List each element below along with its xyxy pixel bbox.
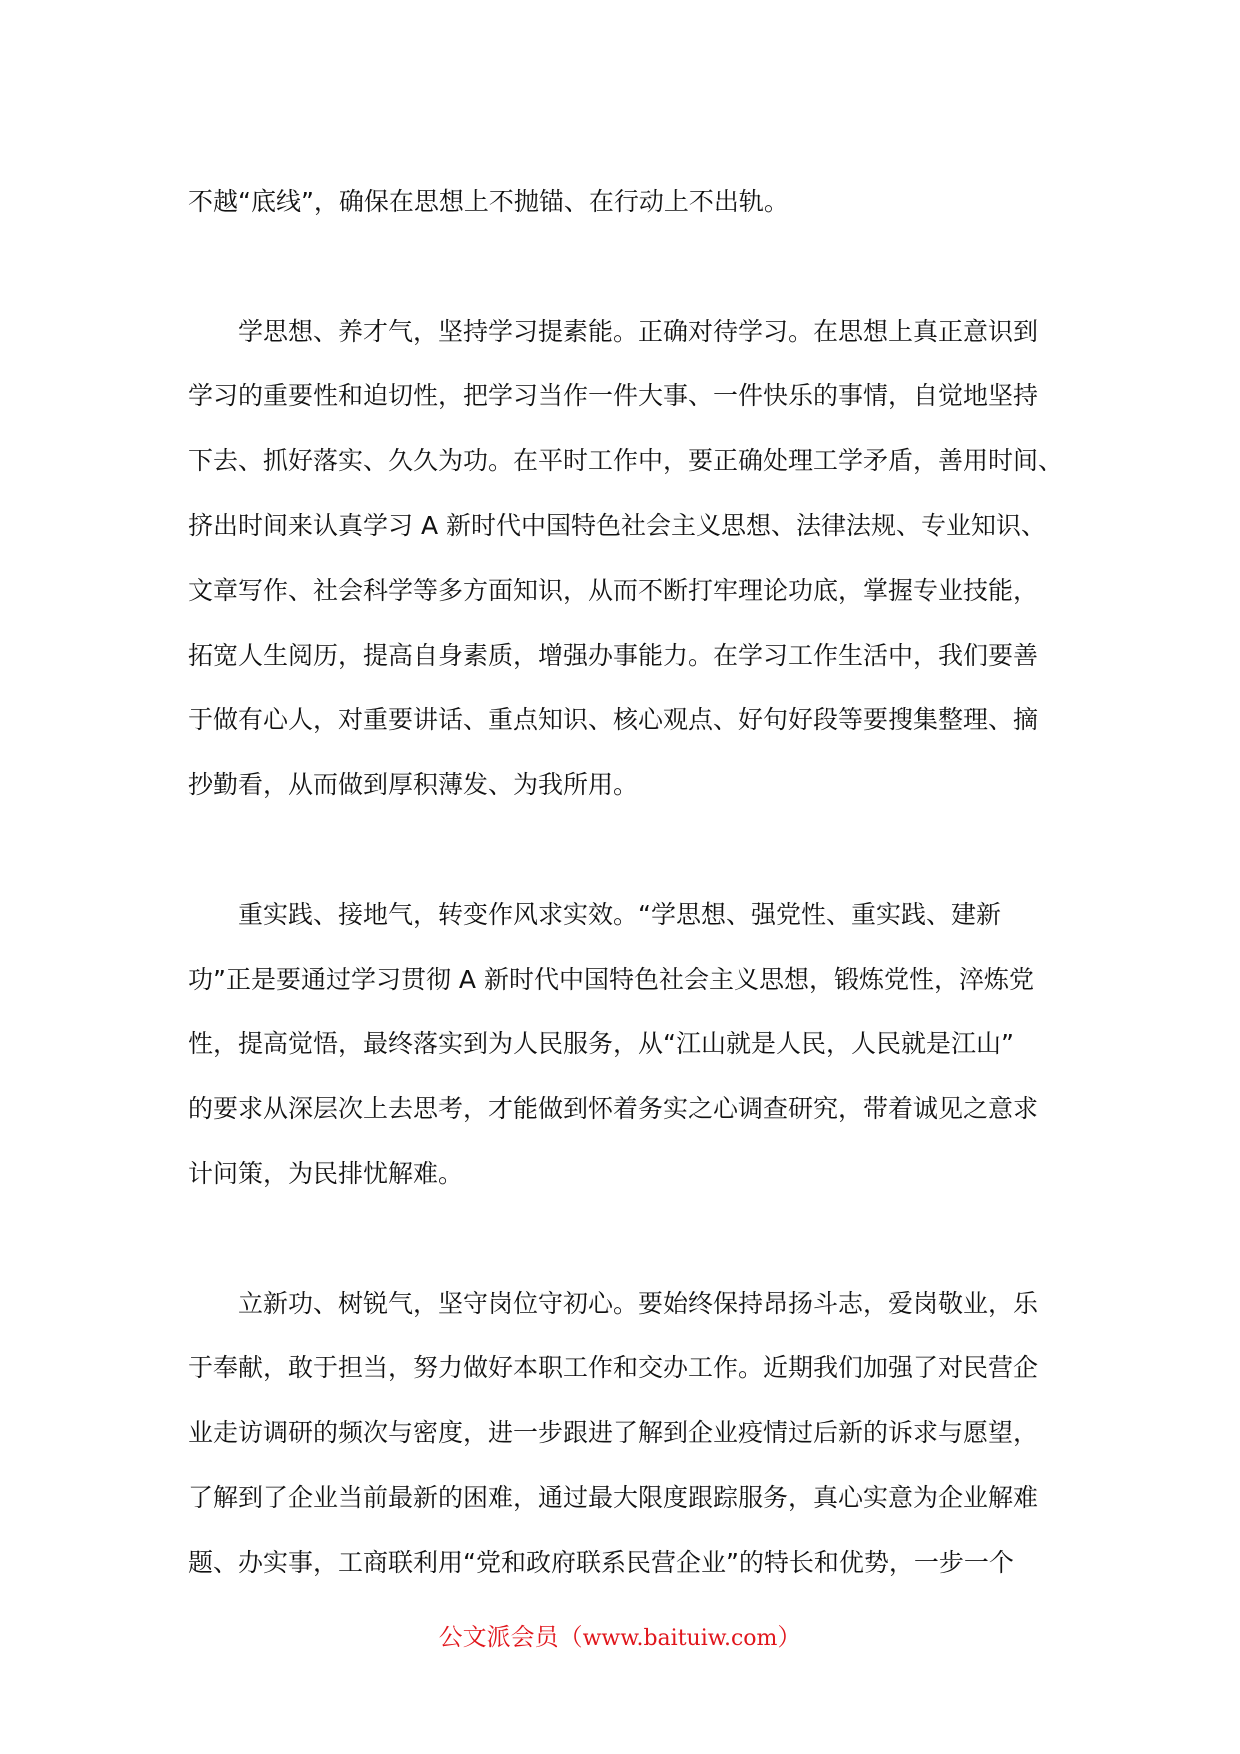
paragraph-4-line-3: 业走访调研的频次与密度，进一步跟进了解到企业疫情过后新的诉求与愿望， (188, 1418, 1039, 1448)
paragraph-2-line-3: 下去、抓好落实、久久为功。在平时工作中，要正确处理工学矛盾，善用时间、 (188, 446, 1064, 476)
paragraph-gap (188, 1207, 1068, 1272)
footer-suffix: ） (777, 1623, 802, 1651)
paragraph-2-line-7: 于做有心人，对重要讲话、重点知识、核心观点、好句好段等要搜集整理、摘 (188, 705, 1039, 735)
paragraph-3-line-2: 功”正是要通过学习贯彻 A 新时代中国特色社会主义思想，锻炼党性，淬炼党 (188, 964, 1034, 994)
paragraph-2-line-4: 挤出时间来认真学习 A 新时代中国特色社会主义思想、法律法规、专业知识、 (188, 510, 1046, 540)
paragraph-1-line-1: 不越“底线”，确保在思想上不抛锚、在行动上不出轨。 (188, 187, 789, 216)
paragraph-3-line-1: 重实践、接地气，转变作风求实效。“学思想、强党性、重实践、建新 (188, 899, 1001, 929)
paragraph-3-line-5: 计问策，为民排忧解难。 (188, 1158, 464, 1188)
paragraph-2-line-6: 拓宽人生阅历，提高自身素质，增强办事能力。在学习工作生活中，我们要善 (188, 640, 1039, 670)
paragraph-gap (188, 235, 1068, 300)
footer-url-link[interactable]: www.baituiw.com (582, 1626, 778, 1651)
paragraph-4-line-4: 了解到了企业当前最新的困难，通过最大限度跟踪服务，真心实意为企业解难 (188, 1482, 1039, 1512)
paragraph-2-line-1: 学思想、养才气，坚持学习提素能。正确对待学习。在思想上真正意识到 (188, 316, 1039, 346)
paragraph-3-line-4: 的要求从深层次上去思考，才能做到怀着务实之心调查研究，带着诚见之意求 (188, 1094, 1039, 1124)
document-body (188, 170, 1068, 1596)
paragraph-4-line-1: 立新功、树锐气，坚守岗位守初心。要始终保持昂扬斗志，爱岗敬业，乐 (188, 1288, 1039, 1318)
paragraph-2-line-2: 学习的重要性和迫切性，把学习当作一件大事、一件快乐的事情，自觉地坚持 (188, 381, 1039, 411)
paragraph-3-line-3: 性，提高觉悟，最终落实到为人民服务，从“江山就是人民，人民就是江山” (188, 1029, 1014, 1059)
paragraph-3 (188, 883, 1068, 1207)
paragraph-1 (188, 170, 1068, 235)
paragraph-2 (188, 300, 1068, 818)
paragraph-4 (188, 1272, 1068, 1596)
paragraph-2-line-8: 抄勤看，从而做到厚积薄发、为我所用。 (188, 770, 639, 800)
paragraph-4-line-5: 题、办实事，工商联利用“党和政府联系民营企业”的特长和优势，一步一个 (188, 1547, 1014, 1577)
paragraph-gap (188, 818, 1068, 883)
paragraph-4-line-2: 于奉献，敢于担当，努力做好本职工作和交办工作。近期我们加强了对民营企 (188, 1353, 1039, 1383)
footer-watermark (0, 1617, 1240, 1659)
paragraph-2-line-5: 文章写作、社会科学等多方面知识，从而不断打牢理论功底，掌握专业技能， (188, 575, 1039, 605)
footer-prefix: 公文派会员（ (438, 1623, 583, 1651)
